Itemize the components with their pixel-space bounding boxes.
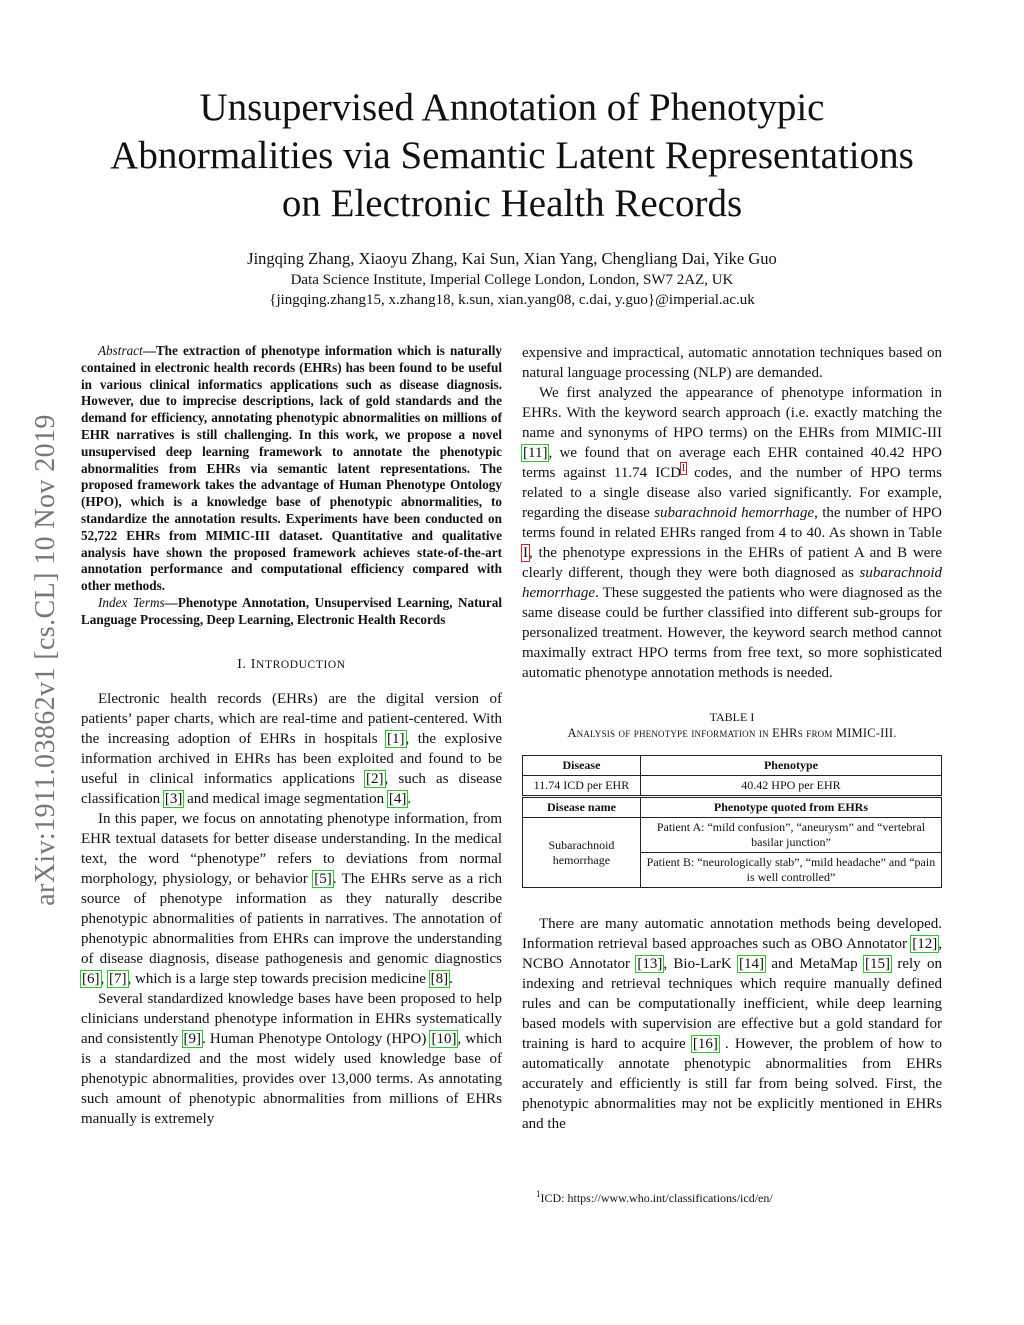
title-line: Abnormalities via Semantic Latent Representations [110,134,914,177]
footnote-mark: 1 [536,1189,541,1199]
table-cell: 40.42 HPO per EHR [640,776,941,797]
citation-link[interactable]: [13] [637,956,663,972]
introduction-body [81,689,502,1129]
citation-link[interactable]: [2] [366,770,384,787]
citation-link[interactable]: [3] [164,790,183,807]
emphasis: subarachnoid hemorrhage [654,505,815,521]
citation-link[interactable]: [4] [388,790,407,807]
phenotype-table [522,755,942,888]
text-run: , which is a large step towards precision medicine [127,970,430,987]
table-header-cell: Phenotype quoted from EHRs [640,797,941,818]
section-heading-introduction [81,657,502,673]
text-run: , Bio-LarK [663,956,739,972]
citation-link[interactable]: [7] [109,970,127,987]
table-cell: Patient A: “mild confusion”, “aneurysm” and “vertebral basilar junction” [640,818,941,853]
abstract-paragraph: Abstract—The extraction of phenotype information which is naturally contained in electronic health records (EHRs) has been found to be useful in various clinical informatics applications such as disease diagnosis. However, due to imprecise descriptions, lack of gold standards and the demand for efficiency, annotating phenotypic abnormalities on millions of EHR narratives is still challenging. In this work, we propose a novel unsupervised deep learning framework to annotate the phenotypic abnormalities from EHRs via semantic latent representations. The proposed framework takes the advantage of Human Phenotype Ontology (HPO), which is a knowledge base of phenotypic abnormalities, to standardize the annotation results. Experiments have been conducted on 52,722 EHRs from MIMIC-III dataset. Quantitative and qualitative analysis have shown the proposed framework achieves state-of-the-art annotation performance and computational efficiency compared with other methods. [81,343,502,594]
section-first-letter: I [250,656,257,672]
text-run: . [407,790,412,807]
footnote [536,1186,773,1206]
footnote-text: ICD: https://www.who.int/classifications/icd/en/ [540,1191,773,1205]
section-title-rest: NTRODUCTION [256,658,346,671]
citation-link[interactable]: [12] [912,936,938,952]
table-cell: Subarachnoid hemorrhage [523,818,641,888]
right-column [522,343,942,1134]
text-run: . Human Phenotype Ontology (HPO) [202,1030,431,1047]
table-number: TABLE I [709,710,755,724]
text-run: Electronic health records (EHRs) are the digital version of patients’ paper charts, which are real-time and patient-centered. With the increasing adoption of EHRs in hospitals [81,690,502,747]
table-header-cell: Phenotype [640,756,941,776]
title-line: on Electronic Health Records [281,182,743,225]
citation-link[interactable]: [9] [183,1030,202,1047]
abstract-text: The extraction of phenotype information which is naturally contained in electronic health records (EHRs) has been found to be useful in various clinical informatics applications such as disease diagnosis. However, due to imprecise descriptions, lack of gold standards and the demand for efficiency, annotating phenotypic abnormalities on millions of EHR narratives is still challenging. In this work, we propose a novel unsupervised deep learning framework to annotate the phenotypic abnormalities from EHRs via semantic latent representations. The proposed framework takes the advantage of Human Phenotype Ontology (HPO), which is a knowledge base of phenotypic abnormalities, to standardize the annotation results. Experiments have been conducted on 52,722 EHRs from MIMIC-III dataset. Quantitative and qualitative analysis have shown the proposed framework achieves state-of-the-art annotation performance and computational efficiency compared with other methods. [81,343,502,594]
citation-link[interactable]: [16] [692,1036,718,1052]
citation-link[interactable]: [15] [865,956,890,972]
author-list: Jingqing Zhang, Xiaoyu Zhang, Kai Sun, Xian Yang, Chengliang Dai, Yike Guo [247,249,777,268]
citation-link[interactable]: [1] [387,730,405,747]
body-paragraph: expensive and impractical, automatic annotation techniques based on natural language processing (NLP) are demanded. [522,345,942,381]
footnote-link[interactable]: 1 [681,463,687,474]
table-cell: Patient B: “neurologically stab”, “mild headache” and “pain is well controlled” [640,853,941,888]
text-run: , [100,970,108,987]
text-run: , the phenotype expressions in the EHRs of patient A and B were clearly different, though they were both diagnosed as [522,545,942,581]
citation-link[interactable]: [6] [82,970,100,987]
body-paragraph [81,689,502,809]
abstract [81,343,502,629]
author-emails: {jingqing.zhang15, x.zhang18, k.sun, xian.yang08, c.dai, y.guo}@imperial.ac.uk [269,292,755,308]
text-run: In this paper, we focus on annotating phenotype information, from EHR textual datasets for better disease understanding. In the medical text, the word “phenotype” refers to deviations from normal morphology, physiology, or behavior [81,810,502,887]
text-run: . [449,970,453,987]
left-column [81,343,502,1129]
text-run: We first analyzed the appearance of phenotype information in EHRs. With the keyword search approach (i.e. exactly matching the name and synonyms of HPO terms) on the EHRs from MIMIC-III [522,385,942,441]
index-terms-paragraph: Index Terms—Phenotype Annotation, Unsupervised Learning, Natural Language Processing, Deep Learning, Electronic Health Records [81,594,502,627]
body-paragraph [522,914,942,1134]
text-run: . The EHRs serve as a rich source of phenotype information as they naturally describe phenotypic abnormalities of patients in narratives. The annotation of phenotypic abnormalities from EHRs can improve the understanding of disease diagnosis, disease pathogenesis and genomic diagnostics [81,870,502,967]
citation-link[interactable]: [10] [431,1030,457,1047]
citation-link[interactable]: [8] [430,970,449,987]
title-line: Unsupervised Annotation of Phenotypic [199,86,825,129]
text-run: and MetaMap [765,956,864,972]
table-header-cell: Disease [523,756,641,776]
text-run: . These suggested the patients who were diagnosed as the same disease could be further classified into different sub-groups for personalized treatment. However, the keyword search method cannot maximally extract HPO terms from free text, so more sophisticated automatic phenotype annotation methods is needed. [522,585,942,681]
emphasis: subarachnoid hemorrhage [522,565,942,601]
text-run: , the number of HPO terms found in related EHRs ranged from 4 to 40. As shown in Table [522,505,942,541]
text-run: Several standardized knowledge bases have been proposed to help clinicians understand phenotype information in EHRs systematically and consistently [81,990,502,1047]
citation-link[interactable]: [5] [314,870,332,887]
index-terms-text: Phenotype Annotation, Unsupervised Learning, Natural Language Processing, Deep Learning, Electronic Health Records [81,594,502,627]
text-run: , NCBO Annotator [522,936,942,972]
body-paragraph [522,383,942,683]
table-title: Analysis of phenotype information in EHRs from MIMIC-III. [567,726,897,740]
index-terms-label: Index Terms [98,594,165,610]
text-run: , such as disease classification [81,770,502,807]
paper-title [60,84,964,228]
body-paragraph [81,809,502,989]
text-run: , we found that on average each EHR contained 40.42 HPO terms against 11.74 ICD [522,445,942,481]
right-body [522,343,942,683]
abstract-label: Abstract [98,343,143,358]
arxiv-stamp: arXiv:1911.03862v1 [cs.CL] 10 Nov 2019 [30,414,61,906]
table-cell: 11.74 ICD per EHR [523,776,641,797]
text-run: There are many automatic annotation methods being developed. Information retrieval based approaches such as OBO Annotator [522,916,942,952]
table-caption [522,709,942,741]
table-header-cell: Disease name [523,797,641,818]
text-run: rely on indexing and retrieval techniques which require manually defined rules and can be computationally inefficient, while deep learning based models with supervision are effective but a gold standard for training is hard to acquire [522,956,942,1052]
body-paragraph [81,989,502,1129]
citation-link[interactable]: [14] [739,956,765,972]
right-body-continued [522,914,942,1134]
text-run: , the explosive information archived in EHRs has been exploited and found to be useful in clinical informatics applications [81,730,502,787]
section-numeral: I. [237,656,247,672]
text-run: . However, the problem of how to automatically annotate phenotypic abnormalities from EHRs accurately and efficiently is still far from being solved. First, the phenotypic abnormalities may not be explicitly mentioned in EHRs and the [522,1036,942,1132]
citation-link[interactable]: [11] [523,445,548,461]
text-run: , which is a standardized and the most widely used knowledge base of phenotypic abnormalities, provides over 13,000 terms. As annotating such amount of phenotypic abnormalities from millions of EHRs manually is extremely [81,1030,502,1127]
text-run: codes, and the number of HPO terms related to a single disease also varied significantly. For example, regarding the disease [522,465,942,521]
table-link[interactable]: I [523,545,528,561]
affiliation: Data Science Institute, Imperial College London, London, SW7 2AZ, UK [290,272,734,288]
text-run: and medical image segmentation [183,790,388,807]
